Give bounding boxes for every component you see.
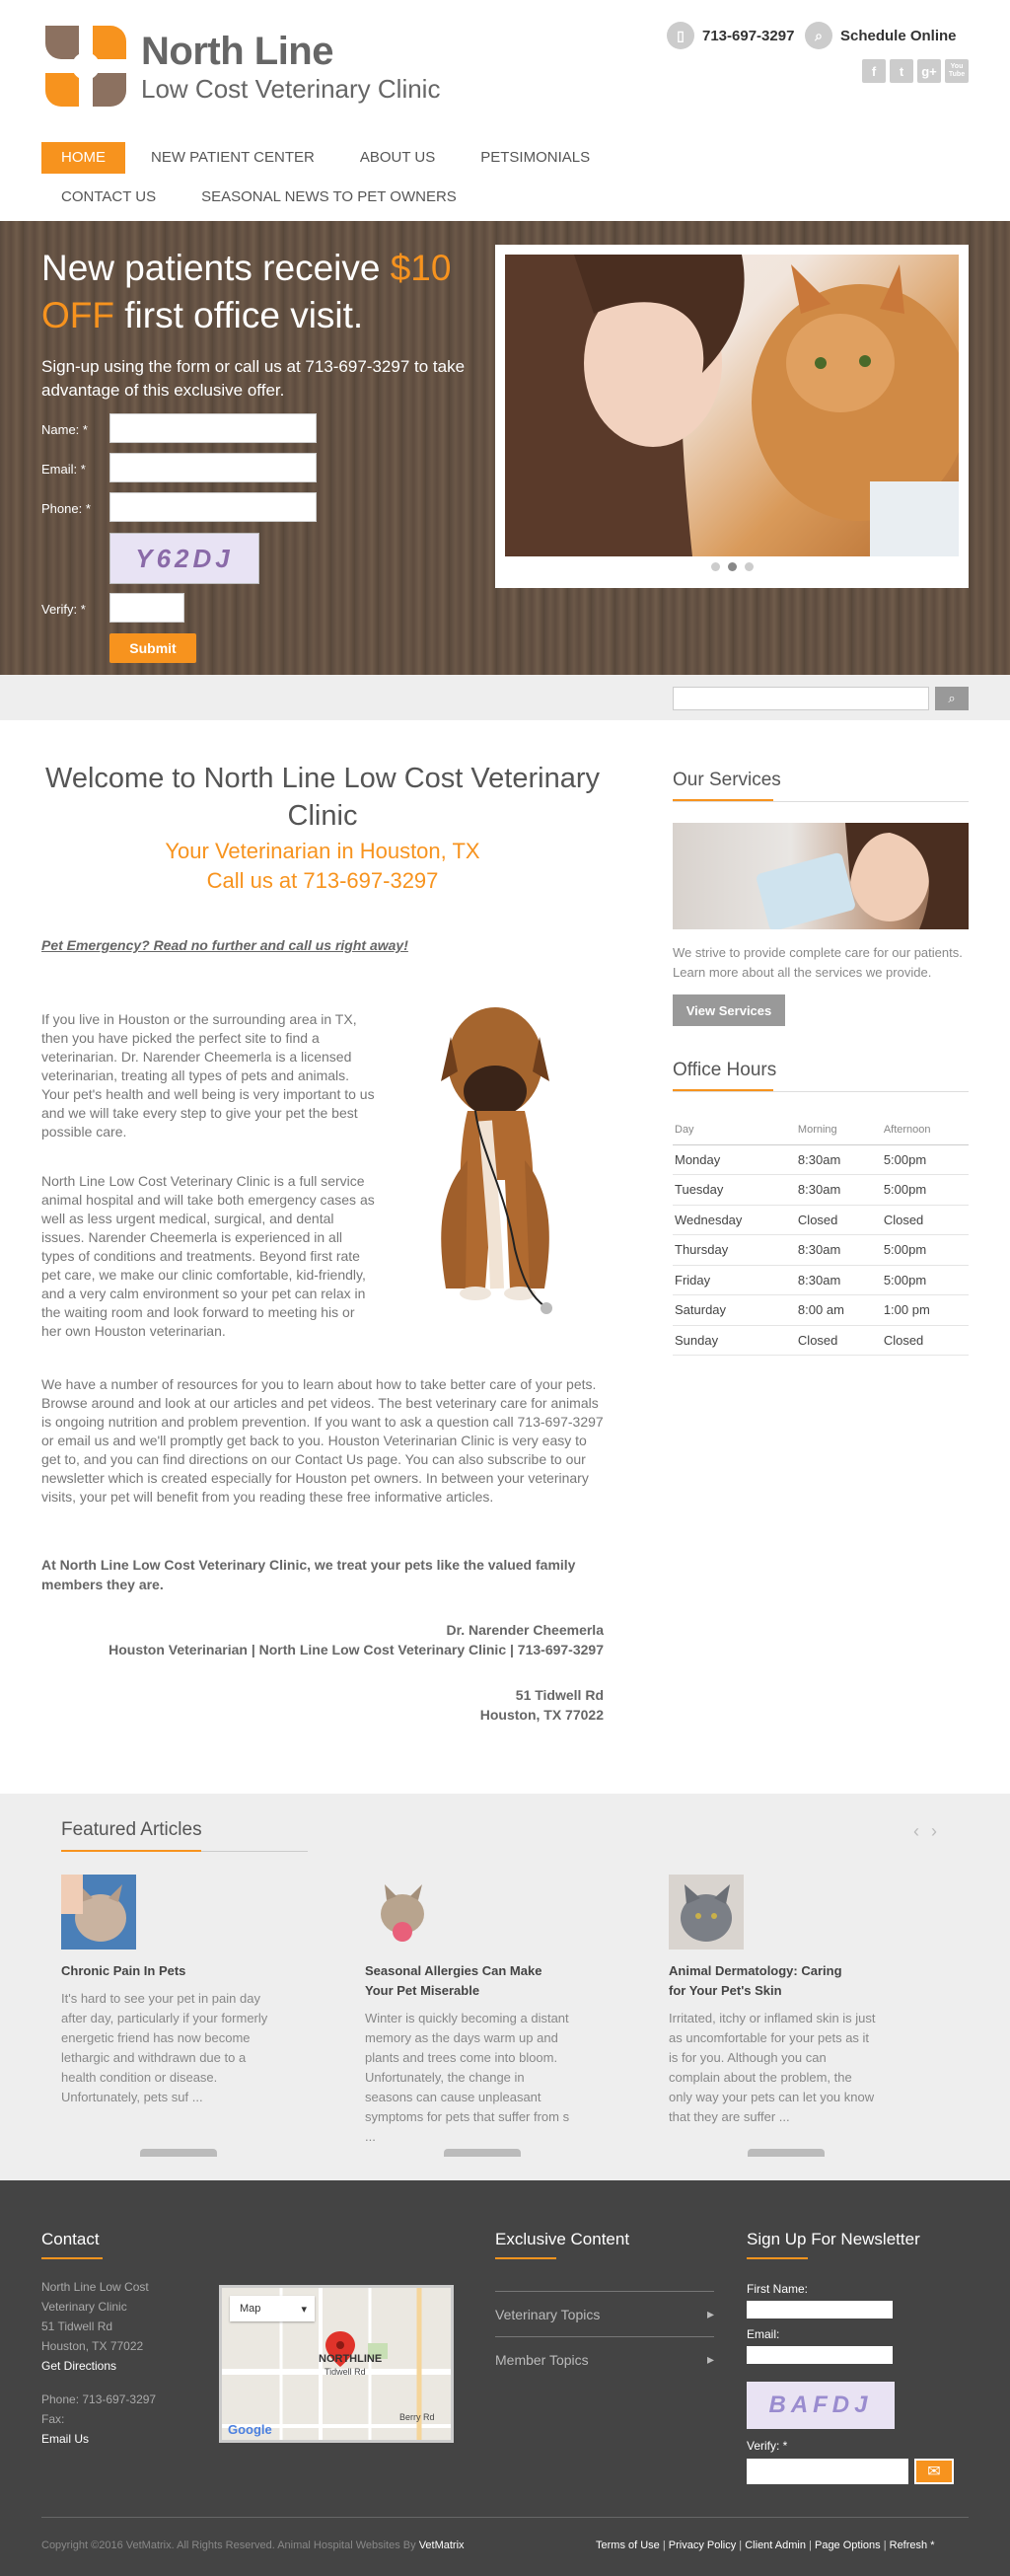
slide-image-vet-with-cat xyxy=(505,255,959,556)
nav-new-patient-center[interactable]: NEW PATIENT CENTER xyxy=(151,149,315,166)
table-row xyxy=(673,1235,969,1266)
footer-fax: Fax: xyxy=(41,2412,65,2426)
footer-address-line: North Line Low Cost xyxy=(41,2280,149,2294)
member-topics-link[interactable]: Member Topics ▸ xyxy=(495,2336,714,2382)
footer-address-line: 51 Tidwell Rd xyxy=(41,2319,113,2333)
twitter-icon[interactable]: t xyxy=(890,59,913,83)
newsletter-submit-button[interactable] xyxy=(914,2459,954,2484)
privacy-link[interactable]: Privacy Policy xyxy=(668,2539,737,2551)
article-image-kitten-flower[interactable] xyxy=(365,1875,440,1950)
hero-slideshow xyxy=(495,245,969,588)
location-map[interactable] xyxy=(219,2285,454,2443)
closing-statement: At North Line Low Cost Veterinary Clinic, we treat your pets like the valued family members they are. xyxy=(41,1557,576,1592)
intro-paragraph-2: North Line Low Cost Veterinary Clinic is a full service animal hospital and will take both emergency cases as well as less urgent medical, surgical, and dental issues. Narender Cheemerla is experienced in all types of conditions and treatments. Beyond first rate pet care, we make our clinic comfortable, kid-friendly, and a very calm environment so your pet can relax in the waiting room and look forward to meeting his or her own Houston veterinarian. xyxy=(41,1173,375,1339)
vetmatrix-link[interactable]: VetMatrix xyxy=(418,2539,465,2551)
nav-contact-us[interactable]: CONTACT US xyxy=(61,188,157,205)
schedule-online-label: Schedule Online xyxy=(840,27,957,44)
article-title[interactable]: Animal Dermatology: Caring for Your Pet's Skin xyxy=(669,1963,842,1998)
view-services-button[interactable]: View Services xyxy=(673,994,785,1026)
services-image xyxy=(673,823,969,929)
schedule-online-link[interactable] xyxy=(805,22,957,49)
welcome-heading: Welcome to North Line Low Cost Veterinary Clinic xyxy=(44,763,600,832)
footer-address-line: Veterinary Clinic xyxy=(41,2300,127,2314)
featured-articles-heading: Featured Articles xyxy=(61,1819,308,1852)
article-title[interactable]: Chronic Pain In Pets xyxy=(61,1963,186,1978)
main-nav xyxy=(41,142,752,221)
tagline-phone[interactable]: Call us at 713-697-3297 xyxy=(206,868,439,893)
search-icon: ⌕ xyxy=(805,22,832,49)
slide-dot-2[interactable] xyxy=(728,562,737,571)
exclusive-content-heading: Exclusive Content xyxy=(495,2230,629,2259)
office-hours-heading: Office Hours xyxy=(673,1060,969,1091)
newsletter-verify-label: Verify: * xyxy=(747,2439,788,2453)
google-logo: Google xyxy=(228,2422,272,2437)
captcha-image: Y62DJ xyxy=(109,533,259,584)
chevron-right-icon[interactable]: › xyxy=(931,1821,949,1841)
hours-day: Sunday xyxy=(673,1325,796,1356)
search-icon: ⌕ xyxy=(948,691,956,705)
boxer-dog-image xyxy=(387,993,604,1330)
hours-afternoon: 5:00pm xyxy=(882,1175,969,1206)
tagline-location: Your Veterinarian in Houston, TX xyxy=(165,839,480,863)
verify-label: Verify: * xyxy=(41,602,86,617)
intro-paragraph-1: If you live in Houston or the surrounding area in TX, then you have picked the perfect site to find a veterinarian. Dr. Narender Cheemerla is a licensed veterinarian, treating all types of pets and animals. Your pet's health and well being is very important to us and we will take every step to give your pet the best possible care. xyxy=(41,1011,375,1140)
phone-icon: ▯ xyxy=(667,22,694,49)
nav-petsimonials[interactable]: PETSIMONIALS xyxy=(480,149,591,166)
email-label: Email: * xyxy=(41,462,86,477)
email-us-link[interactable]: Email Us xyxy=(41,2432,90,2446)
hours-header-afternoon: Afternoon xyxy=(882,1115,969,1144)
hours-morning: 8:00 am xyxy=(796,1295,882,1326)
article-title[interactable]: Seasonal Allergies Can Make Your Pet Miserable xyxy=(365,1963,542,1998)
email-input[interactable] xyxy=(109,453,317,482)
footer-phone: Phone: 713-697-3297 xyxy=(41,2392,157,2406)
hours-day: Wednesday xyxy=(673,1205,796,1235)
hours-day: Thursday xyxy=(673,1235,796,1266)
newsletter-verify-input[interactable] xyxy=(747,2459,908,2484)
office-hours-table xyxy=(673,1115,969,1356)
hero-subtitle: Sign-up using the form or call us at 713-697-3297 to take advantage of this exclusive offer. xyxy=(41,357,466,400)
map-type-dropdown[interactable]: Map ▾ xyxy=(230,2296,315,2321)
article-excerpt: It's hard to see your pet in pain day after day, particularly if your formerly energetic friend has now become lethargic and withdrawn due to a health condition or disease. Unfortunately, pets suf ... xyxy=(61,1991,268,2104)
arrow-right-icon: ▸ xyxy=(706,2306,714,2321)
nav-seasonal-news[interactable]: SEASONAL NEWS TO PET OWNERS xyxy=(201,188,457,205)
header-phone[interactable] xyxy=(667,22,794,49)
hours-afternoon: 1:00 pm xyxy=(882,1295,969,1326)
hours-header-row xyxy=(673,1115,969,1144)
get-directions-link[interactable]: Get Directions xyxy=(41,2359,117,2373)
services-text: We strive to provide complete care for our patients. Learn more about all the services we provide. xyxy=(673,945,963,980)
nav-home[interactable]: HOME xyxy=(41,142,125,174)
article-image-cat[interactable] xyxy=(61,1875,136,1950)
slide-dot-3[interactable] xyxy=(745,562,754,571)
name-label: Name: * xyxy=(41,422,88,437)
hours-afternoon: 5:00pm xyxy=(882,1144,969,1175)
map-road-label-2: Berry Rd xyxy=(399,2412,435,2422)
youtube-icon[interactable]: You Tube xyxy=(945,59,969,83)
services-divider xyxy=(673,801,969,802)
refresh-link[interactable]: Refresh * xyxy=(889,2539,935,2551)
table-row xyxy=(673,1144,969,1175)
arrow-right-icon: ▸ xyxy=(706,2351,714,2367)
newsletter-email-input[interactable] xyxy=(747,2346,893,2364)
newsletter-heading: Sign Up For Newsletter xyxy=(747,2230,920,2259)
table-row xyxy=(673,1175,969,1206)
newsletter-email-label: Email: xyxy=(747,2327,780,2341)
hours-morning: 8:30am xyxy=(796,1175,882,1206)
hours-day: Tuesday xyxy=(673,1175,796,1206)
envelope-icon: ✉ xyxy=(927,2464,941,2480)
article-excerpt: Irritated, itchy or inflamed skin is just as uncomfortable for your pets as it is for you. Although you can complain about the problem, the only way your pets can let you know that they are suffer ... xyxy=(669,2011,876,2124)
article-card[interactable] xyxy=(669,1875,876,2127)
footer-divider xyxy=(41,2517,969,2518)
map-road-label: Tidwell Rd xyxy=(325,2367,366,2377)
article-excerpt: Winter is quickly becoming a distant memory as the days warm up and plants and trees come into bloom. Unfortunately, the change in seasons can cause unpleasant symptoms for pets that suffer from s ... xyxy=(365,2011,570,2144)
name-input[interactable] xyxy=(109,413,317,443)
article-card[interactable] xyxy=(61,1875,268,2107)
hours-afternoon: 5:00pm xyxy=(882,1235,969,1266)
hours-afternoon: Closed xyxy=(882,1205,969,1235)
signature xyxy=(41,1620,604,1659)
tagline xyxy=(41,837,604,896)
hero-title: New patients receive $10 OFF first office visit. xyxy=(41,248,452,335)
address-street: 51 Tidwell Rd xyxy=(515,1687,604,1703)
newsletter-first-name-input[interactable] xyxy=(747,2301,893,2318)
hours-day: Friday xyxy=(673,1265,796,1295)
intro-paragraph-3: We have a number of resources for you to learn about how to take better care of your pets. Browse around and look at our articles and pet videos. The best veterinary care for animals is ongoing nutrition and problem prevention. If you want to ask a question call 713-697-3297 or email us and we'll promptly get back to you. Houston Veterinarian Clinic is very easy to get to, and you can find directions on our Contact Us page. You can also subscribe to our newsletter which is created especially for Houston pet owners. In between your veterinary visits, your pet will benefit from you reading these free informative articles. xyxy=(41,1376,604,1505)
dropdown-arrow-icon: ▾ xyxy=(301,2303,307,2316)
address-city: Houston, TX 77022 xyxy=(479,1707,604,1723)
hours-afternoon: 5:00pm xyxy=(882,1265,969,1295)
submit-button[interactable]: Submit xyxy=(109,633,196,663)
slideshow-pager xyxy=(495,562,969,571)
hours-header-morning: Morning xyxy=(796,1115,882,1144)
search-button[interactable] xyxy=(935,687,969,710)
verify-input[interactable] xyxy=(109,593,184,623)
clinic-address xyxy=(41,1685,604,1725)
table-row xyxy=(673,1205,969,1235)
hours-header-day: Day xyxy=(673,1115,796,1144)
hours-morning: 8:30am xyxy=(796,1144,882,1175)
article-more-tab[interactable] xyxy=(140,2149,217,2157)
article-more-tab[interactable] xyxy=(444,2149,521,2157)
hours-day: Monday xyxy=(673,1144,796,1175)
terms-link[interactable]: Terms of Use xyxy=(596,2539,660,2551)
hours-day: Saturday xyxy=(673,1295,796,1326)
footer-links: Terms of Use | Privacy Policy | Client Admin | Page Options | Refresh * xyxy=(596,2539,935,2551)
table-row xyxy=(673,1295,969,1326)
footer-contact-address xyxy=(41,2277,156,2449)
table-row xyxy=(673,1265,969,1295)
article-more-tab[interactable] xyxy=(748,2149,825,2157)
article-image-grey-cat[interactable] xyxy=(669,1875,744,1950)
article-card[interactable] xyxy=(365,1875,572,2147)
logo-mark[interactable] xyxy=(41,22,130,110)
client-admin-link[interactable]: Client Admin xyxy=(745,2539,806,2551)
emergency-link[interactable]: Pet Emergency? Read no further and call us right away! xyxy=(41,937,408,953)
nav-about-us[interactable]: ABOUT US xyxy=(359,149,436,166)
signature-line: Houston Veterinarian | North Line Low Cost Veterinary Clinic | 713-697-3297 xyxy=(108,1642,604,1657)
veterinary-topics-link[interactable]: Veterinary Topics ▸ xyxy=(495,2291,714,2336)
copyright: Copyright ©2016 VetMatrix. All Rights Reserved. Animal Hospital Websites By VetMatrix xyxy=(41,2539,465,2551)
carousel-arrows xyxy=(913,1821,949,1842)
hours-morning: Closed xyxy=(796,1205,882,1235)
facebook-icon[interactable]: f xyxy=(862,59,886,83)
slide-dot-1[interactable] xyxy=(711,562,720,571)
header-phone-label: 713-697-3297 xyxy=(702,27,795,44)
social-links xyxy=(862,59,969,83)
logo-subtitle[interactable]: Low Cost Veterinary Clinic xyxy=(141,74,441,104)
footer-contact-heading: Contact xyxy=(41,2230,100,2259)
hours-morning: 8:30am xyxy=(796,1265,882,1295)
spacer xyxy=(41,2376,156,2390)
hours-afternoon: Closed xyxy=(882,1325,969,1356)
table-row xyxy=(673,1325,969,1356)
hero-banner xyxy=(0,221,1010,675)
map-place-label: NORTHLINE xyxy=(319,2353,383,2365)
newsletter-first-name-label: First Name: xyxy=(747,2282,809,2296)
chevron-left-icon[interactable]: ‹ xyxy=(913,1821,931,1841)
services-heading: Our Services xyxy=(673,770,969,801)
google-plus-icon[interactable]: g+ xyxy=(917,59,941,83)
footer-address-line: Houston, TX 77022 xyxy=(41,2339,144,2353)
phone-label: Phone: * xyxy=(41,501,91,516)
logo-title[interactable]: North Line xyxy=(141,30,333,73)
page-options-link[interactable]: Page Options xyxy=(814,2539,881,2551)
signature-name: Dr. Narender Cheemerla xyxy=(446,1622,604,1638)
hours-morning: Closed xyxy=(796,1325,882,1356)
hours-divider xyxy=(673,1091,969,1092)
hours-morning: 8:30am xyxy=(796,1235,882,1266)
phone-input[interactable] xyxy=(109,492,317,522)
search-input[interactable] xyxy=(673,687,929,710)
newsletter-captcha-image: BAFDJ xyxy=(747,2382,895,2429)
